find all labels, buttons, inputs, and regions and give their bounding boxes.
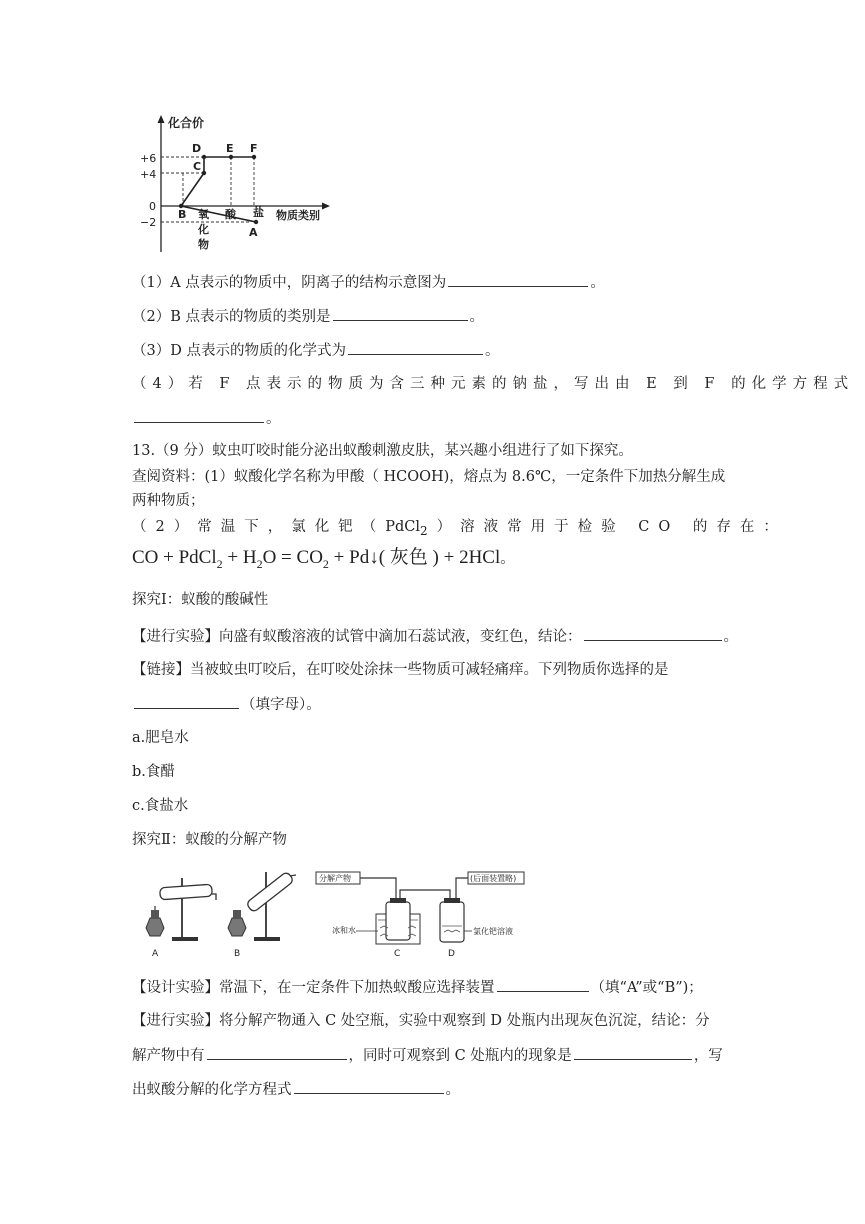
point-label-c: C <box>193 160 202 173</box>
apparatus-cd <box>316 872 524 959</box>
valence-chart <box>138 112 338 257</box>
answer-blank[interactable] <box>497 977 589 992</box>
x-category-oxide-2: 化 <box>198 223 209 236</box>
answer-blank[interactable] <box>134 694 239 709</box>
point-label-d: D <box>192 142 202 155</box>
option-a: a.肥皂水 <box>132 730 189 746</box>
q13-info-1: 查阅资料：(1）蚁酸化学名称为甲酸（ HCOOH)，熔点为 8.6℃，一定条件下加热分解生成 <box>132 469 726 485</box>
explore-1-experiment: 【进行实验】向盛有蚁酸溶液的试管中滴加石蕊试液，变红色，结论： 。 <box>132 626 738 647</box>
q13-intro: 13.（9 分）蚊虫叮咬时能分泌出蚁酸刺激皮肤，某兴趣小组进行了如下探究。 <box>132 443 633 459</box>
point-label-f: F <box>250 142 258 155</box>
x-axis-title: 物质类别 <box>276 209 320 222</box>
y-tick-plus6: +6 <box>140 152 157 165</box>
answer-blank[interactable] <box>574 1045 692 1060</box>
question-1: （1）A 点表示的物质中，阴离子的结构示意图为 。 <box>132 272 605 293</box>
explore-1-title: 探究Ⅰ：蚁酸的酸碱性 <box>132 592 269 608</box>
question-2: （2）B 点表示的物质的类别是 。 <box>132 306 484 327</box>
point-label-b: B <box>178 208 187 221</box>
x-category-oxide-3: 物 <box>198 238 209 251</box>
answer-blank[interactable] <box>134 408 264 423</box>
apparatus-label-c: C <box>394 949 401 959</box>
answer-blank[interactable] <box>348 340 483 355</box>
explore-2-experiment-1: 【进行实验】将分解产物通入 C 处空瓶，实验中观察到 D 处瓶内出现灰色沉淀，结论：分 <box>132 1013 710 1029</box>
option-b: b.食醋 <box>132 764 175 780</box>
explore-2-title: 探究Ⅱ：蚁酸的分解产物 <box>132 832 287 848</box>
q13-info-2: （2）常温下，氯化钯（PdCl$_2$）溶液常用于检验 CO 的存在： <box>132 519 787 538</box>
point-label-a: A <box>249 226 258 239</box>
answer-blank[interactable] <box>584 626 722 641</box>
x-category-salt: 盐 <box>253 206 264 219</box>
apparatus-label-b: B <box>234 949 241 959</box>
question-3: （3）D 点表示的物质的化学式为 。 <box>132 340 499 361</box>
explore-1-link-answer: （填字母）。 <box>132 694 321 715</box>
answer-blank[interactable] <box>448 272 588 287</box>
y-tick-plus4: +4 <box>140 168 157 181</box>
answer-blank[interactable] <box>333 306 468 321</box>
ice-water-label: 冰和水 <box>332 926 356 935</box>
y-axis-title: 化合价 <box>168 116 205 130</box>
apparatus-b <box>228 871 296 959</box>
question-4: （4）若 F 点表示的物质为含三种元素的钠盐，写出由 E 到 F 的化学方程式 <box>132 376 855 392</box>
x-category-acid: 酸 <box>225 208 236 221</box>
pdcl-solution-label: 氯化钯溶液 <box>473 927 513 936</box>
explore-1-link: 【链接】当被蚊虫叮咬后，在叮咬处涂抹一些物质可减轻痛痒。下列物质你选择的是 <box>132 662 669 678</box>
decomposition-product-label: 分解产物 <box>319 874 351 883</box>
answer-blank[interactable] <box>207 1045 347 1060</box>
y-tick-zero: 0 <box>149 200 156 213</box>
explore-2-experiment-2: 解产物中有 ，同时可观察到 C 处瓶内的现象是 ，写 <box>132 1045 723 1066</box>
rest-omitted-label: (后面装置略) <box>470 874 517 883</box>
answer-blank[interactable] <box>294 1079 444 1094</box>
x-category-oxide-1: 氧 <box>198 208 209 221</box>
option-c: c.食盐水 <box>132 798 189 814</box>
apparatus-label-a: A <box>152 949 159 959</box>
y-tick-minus2: −2 <box>140 216 157 229</box>
question-4-answer: 。 <box>132 408 281 429</box>
q13-info-1-cont: 两种物质； <box>132 493 205 509</box>
apparatus-a <box>146 878 216 959</box>
apparatus-diagram <box>138 870 538 960</box>
q13-equation: CO + PdCl$_2$ + $H_2O = CO_2$ + Pd↓( 灰色 ) + 2HCl。 <box>132 547 515 571</box>
explore-2-experiment-3: 出蚁酸分解的化学方程式 。 <box>132 1079 460 1100</box>
point-label-e: E <box>226 142 234 155</box>
design-experiment: 【设计实验】常温下，在一定条件下加热蚁酸应选择装置 （填“A”或“B”)； <box>132 977 703 998</box>
apparatus-label-d: D <box>448 949 455 959</box>
